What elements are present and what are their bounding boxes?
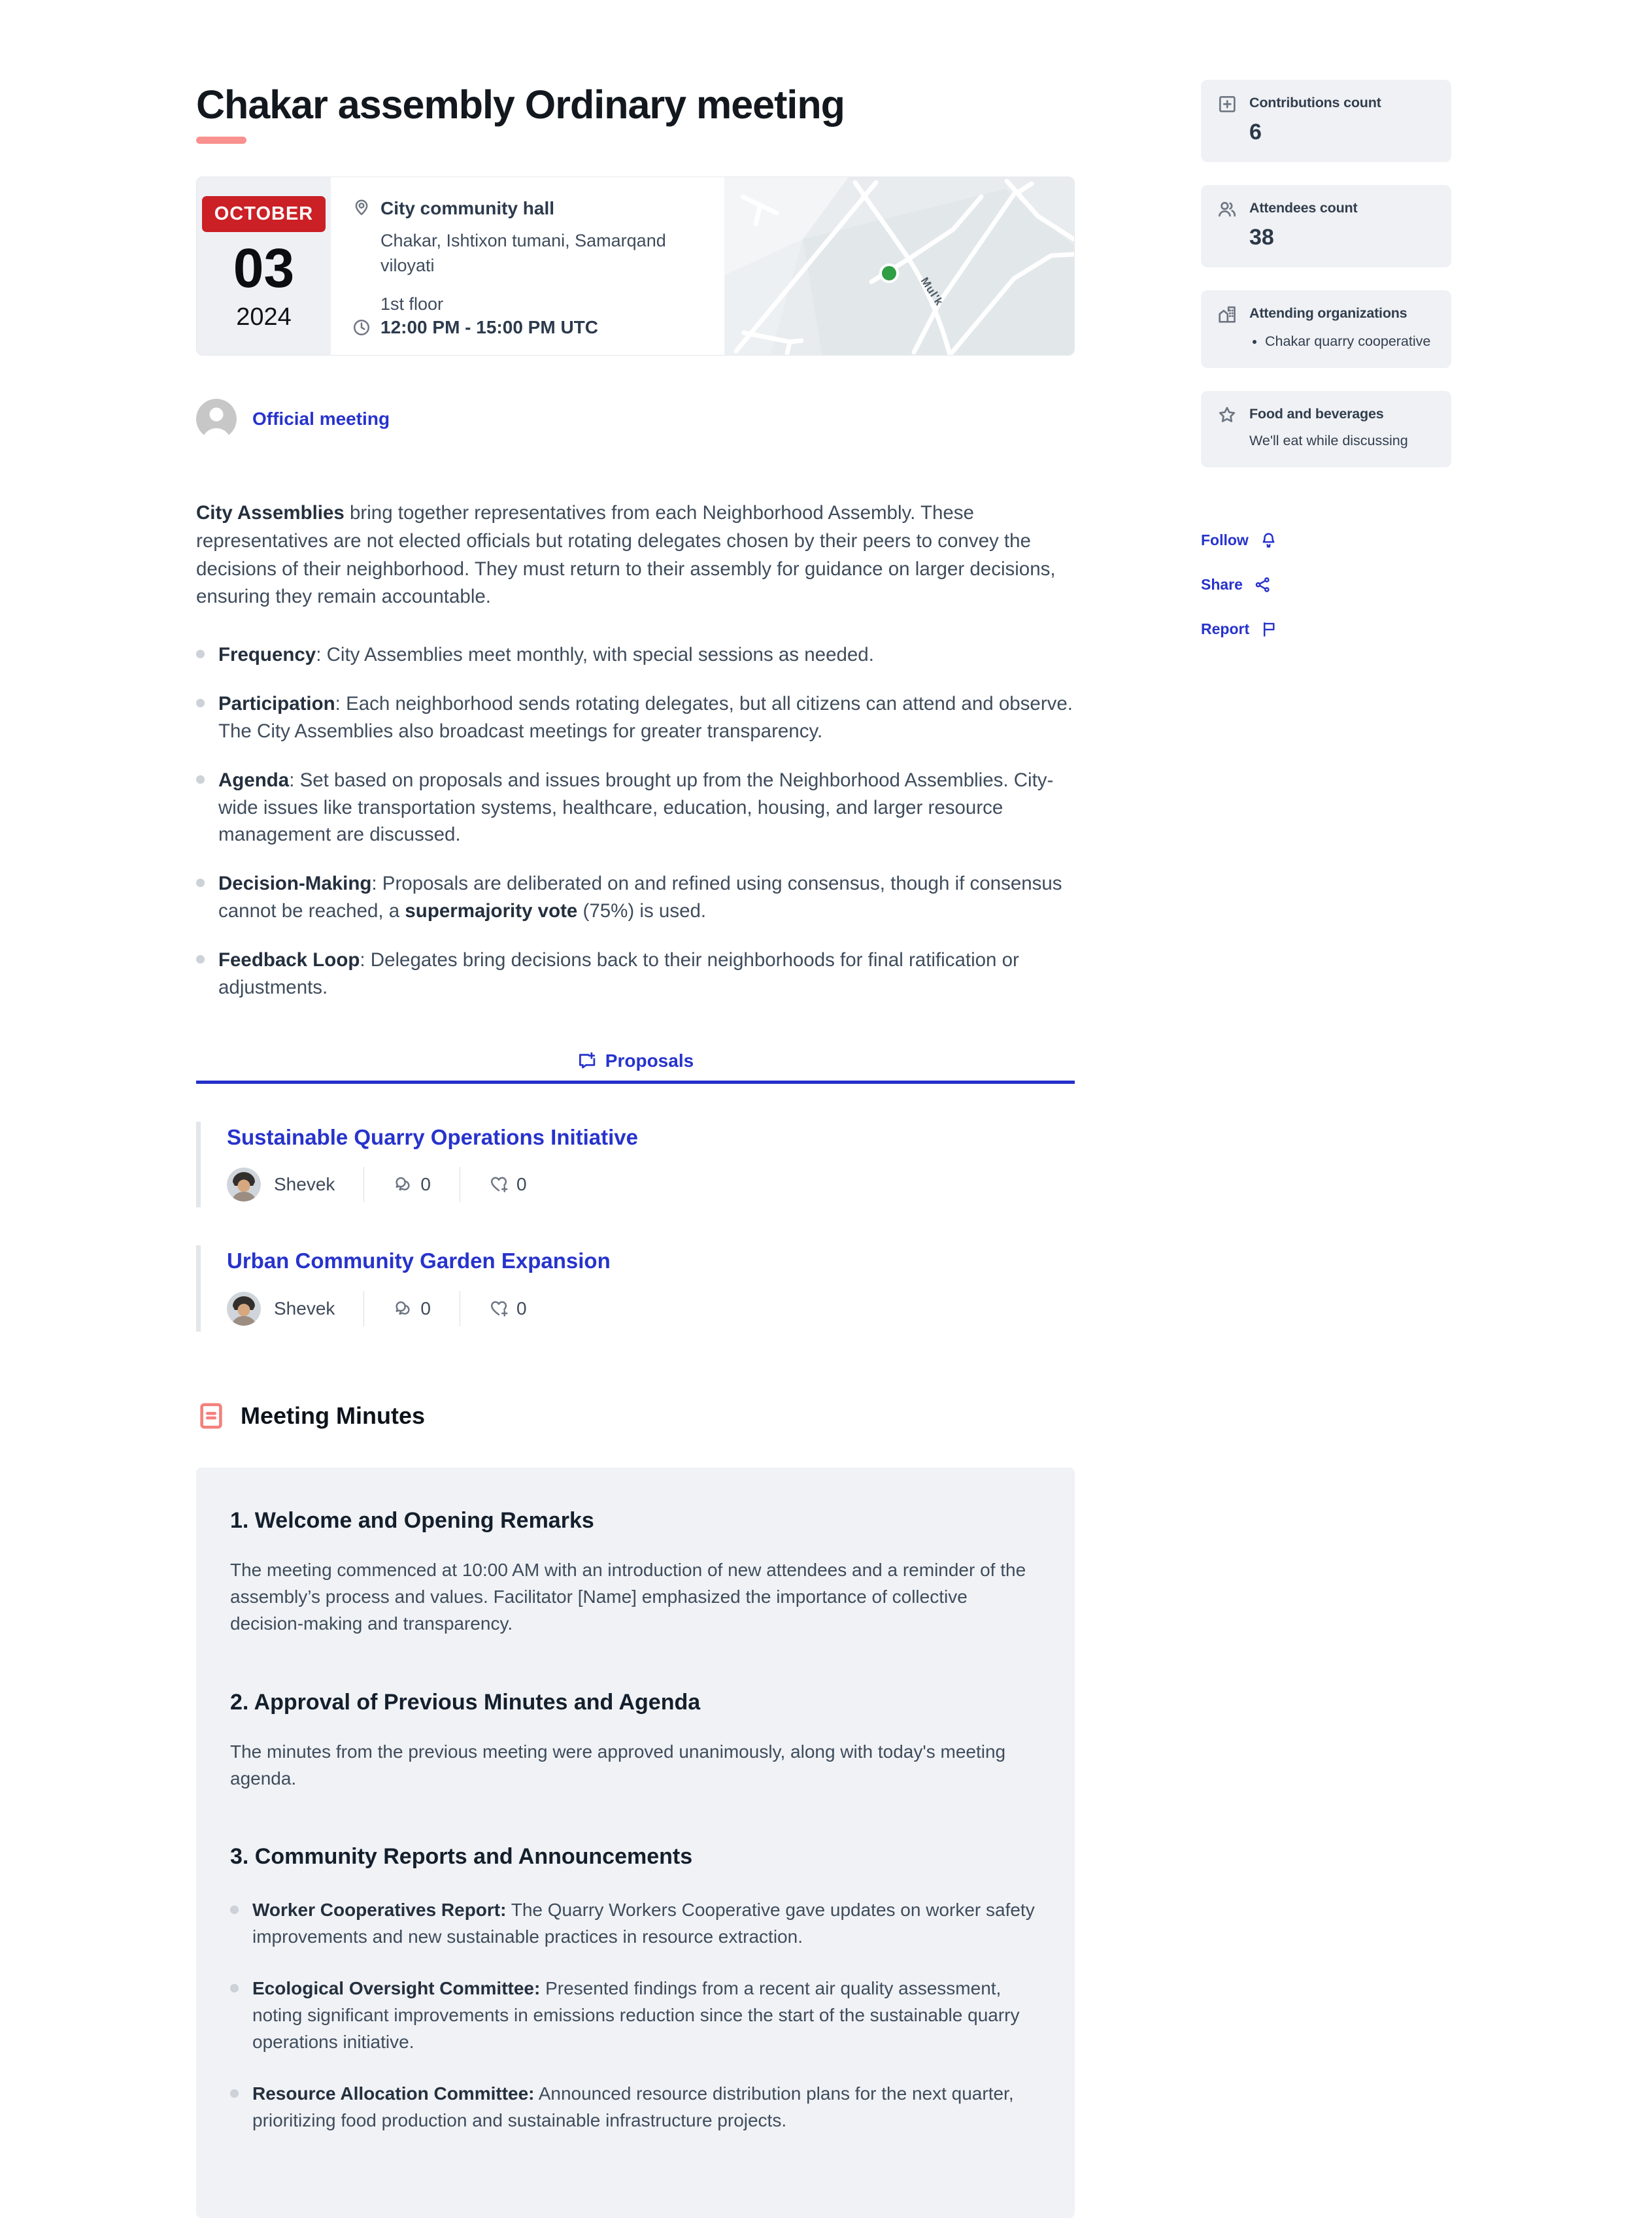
avatar <box>227 1168 261 1201</box>
proposals-link-label: Proposals <box>605 1050 694 1071</box>
author-row <box>196 399 1075 439</box>
minutes-section <box>230 1690 1041 1792</box>
share-label: Share <box>1201 576 1243 594</box>
minutes-bullet-list <box>230 1897 1041 2134</box>
card-label: Attending organizations <box>1249 305 1408 321</box>
bell-icon <box>1260 531 1277 549</box>
endorsements-count: 0 <box>489 1298 527 1319</box>
endorse-heart-icon <box>489 1175 509 1194</box>
organizations-card <box>1201 290 1451 368</box>
minutes-heading: Meeting Minutes <box>241 1402 426 1430</box>
endorsements-count: 0 <box>489 1174 527 1195</box>
meeting-description <box>196 499 1075 1001</box>
meeting-day: 03 <box>233 237 295 299</box>
bullet-dot-icon <box>196 955 205 964</box>
group-icon <box>1217 199 1238 220</box>
card-label: Attendees count <box>1249 200 1358 216</box>
official-meeting-badge[interactable]: Official meeting <box>252 409 390 429</box>
bullet-dot-icon <box>196 650 205 658</box>
divider <box>363 1167 364 1202</box>
food-card <box>1201 391 1451 467</box>
add-box-icon <box>1217 93 1238 114</box>
page-title: Chakar assembly Ordinary meeting <box>196 82 845 127</box>
sidebar <box>1201 80 1451 665</box>
proposal-title-link[interactable]: Urban Community Garden Expansion <box>227 1249 611 1273</box>
map-street-label: Mul'k <box>918 275 946 309</box>
follow-button[interactable] <box>1201 531 1451 549</box>
chat-new-icon <box>577 1051 597 1071</box>
main-column <box>196 0 1075 2218</box>
description-lead: City Assemblies <box>196 502 345 524</box>
proposals-section <box>196 1050 1075 1332</box>
map-marker[interactable] <box>881 265 898 282</box>
card-label: Contributions count <box>1249 95 1381 110</box>
meeting-year: 2024 <box>236 303 292 331</box>
food-text: We'll eat while discussing <box>1249 433 1408 449</box>
bullet-dot-icon <box>196 699 205 707</box>
minutes-section-body: The minutes from the previous meeting were approved unanimously, along with today's meeting agenda. <box>230 1741 1006 1789</box>
meeting-month-badge: OCTOBER <box>202 196 326 232</box>
share-button[interactable] <box>1201 576 1451 594</box>
bullet-dot-icon <box>196 879 205 887</box>
divider <box>363 1291 364 1326</box>
share-icon <box>1254 576 1272 594</box>
description-lead-rest: bring together representatives from each Neighborhood Assembly. These representatives are not elected officials but rotating delegates chosen by their peers to convey the decisions of their neighborhood. They must return to their assembly for guidance on larger decisions, ensuring they remain accountable. <box>196 502 1056 608</box>
attendees-value: 38 <box>1249 225 1274 250</box>
bullet-dot-icon <box>230 1906 239 1914</box>
list-item: Resource Allocation Committee: Announced resource distribution plans for the next quarter, prioritizing food production and sustainable infrastructure projects. <box>230 2081 1041 2134</box>
list-item: Worker Cooperatives Report: The Quarry Workers Cooperative gave updates on worker safety improvements and new sustainable practices in resource extraction. <box>230 1897 1041 1951</box>
minutes-section-title: 3. Community Reports and Announcements <box>230 1844 693 1870</box>
description-paragraph <box>196 499 1075 611</box>
contributions-value: 6 <box>1249 120 1262 144</box>
minutes-section-body: The meeting commenced at 10:00 AM with an introduction of new attendees and a reminder of the assembly’s process and values. Facilitator [Name] emphasized the importance of collective decision-making and transparency. <box>230 1560 1026 1634</box>
list-item: Ecological Oversight Committee: Presented findings from a recent air quality assessment, noting significant improvements in emissions reduction since the start of the sustainable quarry operations initiative. <box>230 1975 1041 2056</box>
bullet-dot-icon <box>230 2089 239 2098</box>
author-photo-icon <box>227 1168 261 1201</box>
sidebar-actions <box>1201 531 1451 638</box>
meeting-time: 12:00 PM - 15:00 PM UTC <box>380 317 598 338</box>
proposal-title-link[interactable]: Sustainable Quarry Operations Initiative <box>227 1124 639 1149</box>
meeting-details-card <box>196 176 1075 356</box>
comments-count: 0 <box>393 1298 431 1319</box>
meeting-location-block <box>331 177 724 355</box>
list-item: Feedback Loop: Delegates bring decisions back to their neighborhoods for final ratification or adjustments. <box>196 947 1075 1001</box>
minutes-section <box>230 1844 1041 2134</box>
list-item: Participation: Each neighborhood sends rotating delegates, but all citizens can attend and observe. The City Assemblies also broadcast meetings for greater transparency. <box>196 690 1075 745</box>
report-label: Report <box>1201 620 1250 638</box>
title-underline-decoration <box>196 137 246 144</box>
minutes-section-title: 2. Approval of Previous Minutes and Agenda <box>230 1689 701 1715</box>
organization-item: • Chakar quarry cooperative <box>1265 331 1437 351</box>
location-address: Chakar, Ishtixon tumani, Samarqand viloyati <box>380 231 666 276</box>
organizations-list <box>1249 331 1437 351</box>
proposals-divider <box>196 1081 1075 1084</box>
official-avatar <box>196 399 237 439</box>
proposal-card <box>196 1245 1075 1332</box>
minutes-document-icon <box>196 1400 226 1432</box>
attendees-card <box>1201 185 1451 267</box>
proposals-link[interactable] <box>196 1050 1075 1071</box>
comments-icon <box>393 1175 413 1194</box>
bullet-dot-icon <box>196 775 205 784</box>
list-item: Decision-Making: Proposals are deliberated on and refined using consensus, though if consensus cannot be reached, a supermajority vote (75%) is used. <box>196 870 1075 925</box>
author-photo-icon <box>227 1292 261 1326</box>
flag-icon <box>1260 620 1278 638</box>
comments-count: 0 <box>393 1174 431 1195</box>
location-name: City community hall <box>380 198 555 219</box>
proposal-meta-row <box>227 1167 1075 1202</box>
list-item: Frequency: City Assemblies meet monthly, with special sessions as needed. <box>196 641 1075 669</box>
building-icon <box>1217 304 1238 325</box>
comments-icon <box>393 1299 413 1319</box>
minutes-section <box>230 1508 1041 1638</box>
endorse-heart-icon <box>489 1299 509 1319</box>
location-floor: 1st floor <box>380 294 444 314</box>
meeting-date-block <box>197 177 331 355</box>
clock-icon <box>352 318 371 337</box>
proposal-meta-row <box>227 1291 1075 1326</box>
contributions-card <box>1201 80 1451 162</box>
map-canvas[interactable] <box>724 177 1074 356</box>
minutes-panel <box>196 1468 1075 2218</box>
minutes-section-title: 1. Welcome and Opening Remarks <box>230 1508 594 1534</box>
card-label: Food and beverages <box>1249 406 1384 422</box>
report-button[interactable] <box>1201 620 1451 638</box>
follow-label: Follow <box>1201 531 1249 549</box>
person-silhouette-icon <box>196 399 237 439</box>
list-item: Agenda: Set based on proposals and issues brought up from the Neighborhood Assemblies. City-wide issues like transportation systems, healthcare, education, housing, and larger resource management are discussed. <box>196 767 1075 849</box>
proposal-card <box>196 1122 1075 1208</box>
minutes-header <box>196 1400 1075 1432</box>
bullet-dot-icon <box>230 1984 239 1992</box>
map-pin-icon <box>352 197 371 216</box>
star-icon <box>1217 405 1238 426</box>
location-map[interactable] <box>724 177 1074 355</box>
description-bullet-list <box>196 641 1075 1001</box>
avatar <box>227 1292 261 1326</box>
proposal-author[interactable]: Shevek <box>274 1174 335 1195</box>
proposal-author[interactable]: Shevek <box>274 1298 335 1319</box>
